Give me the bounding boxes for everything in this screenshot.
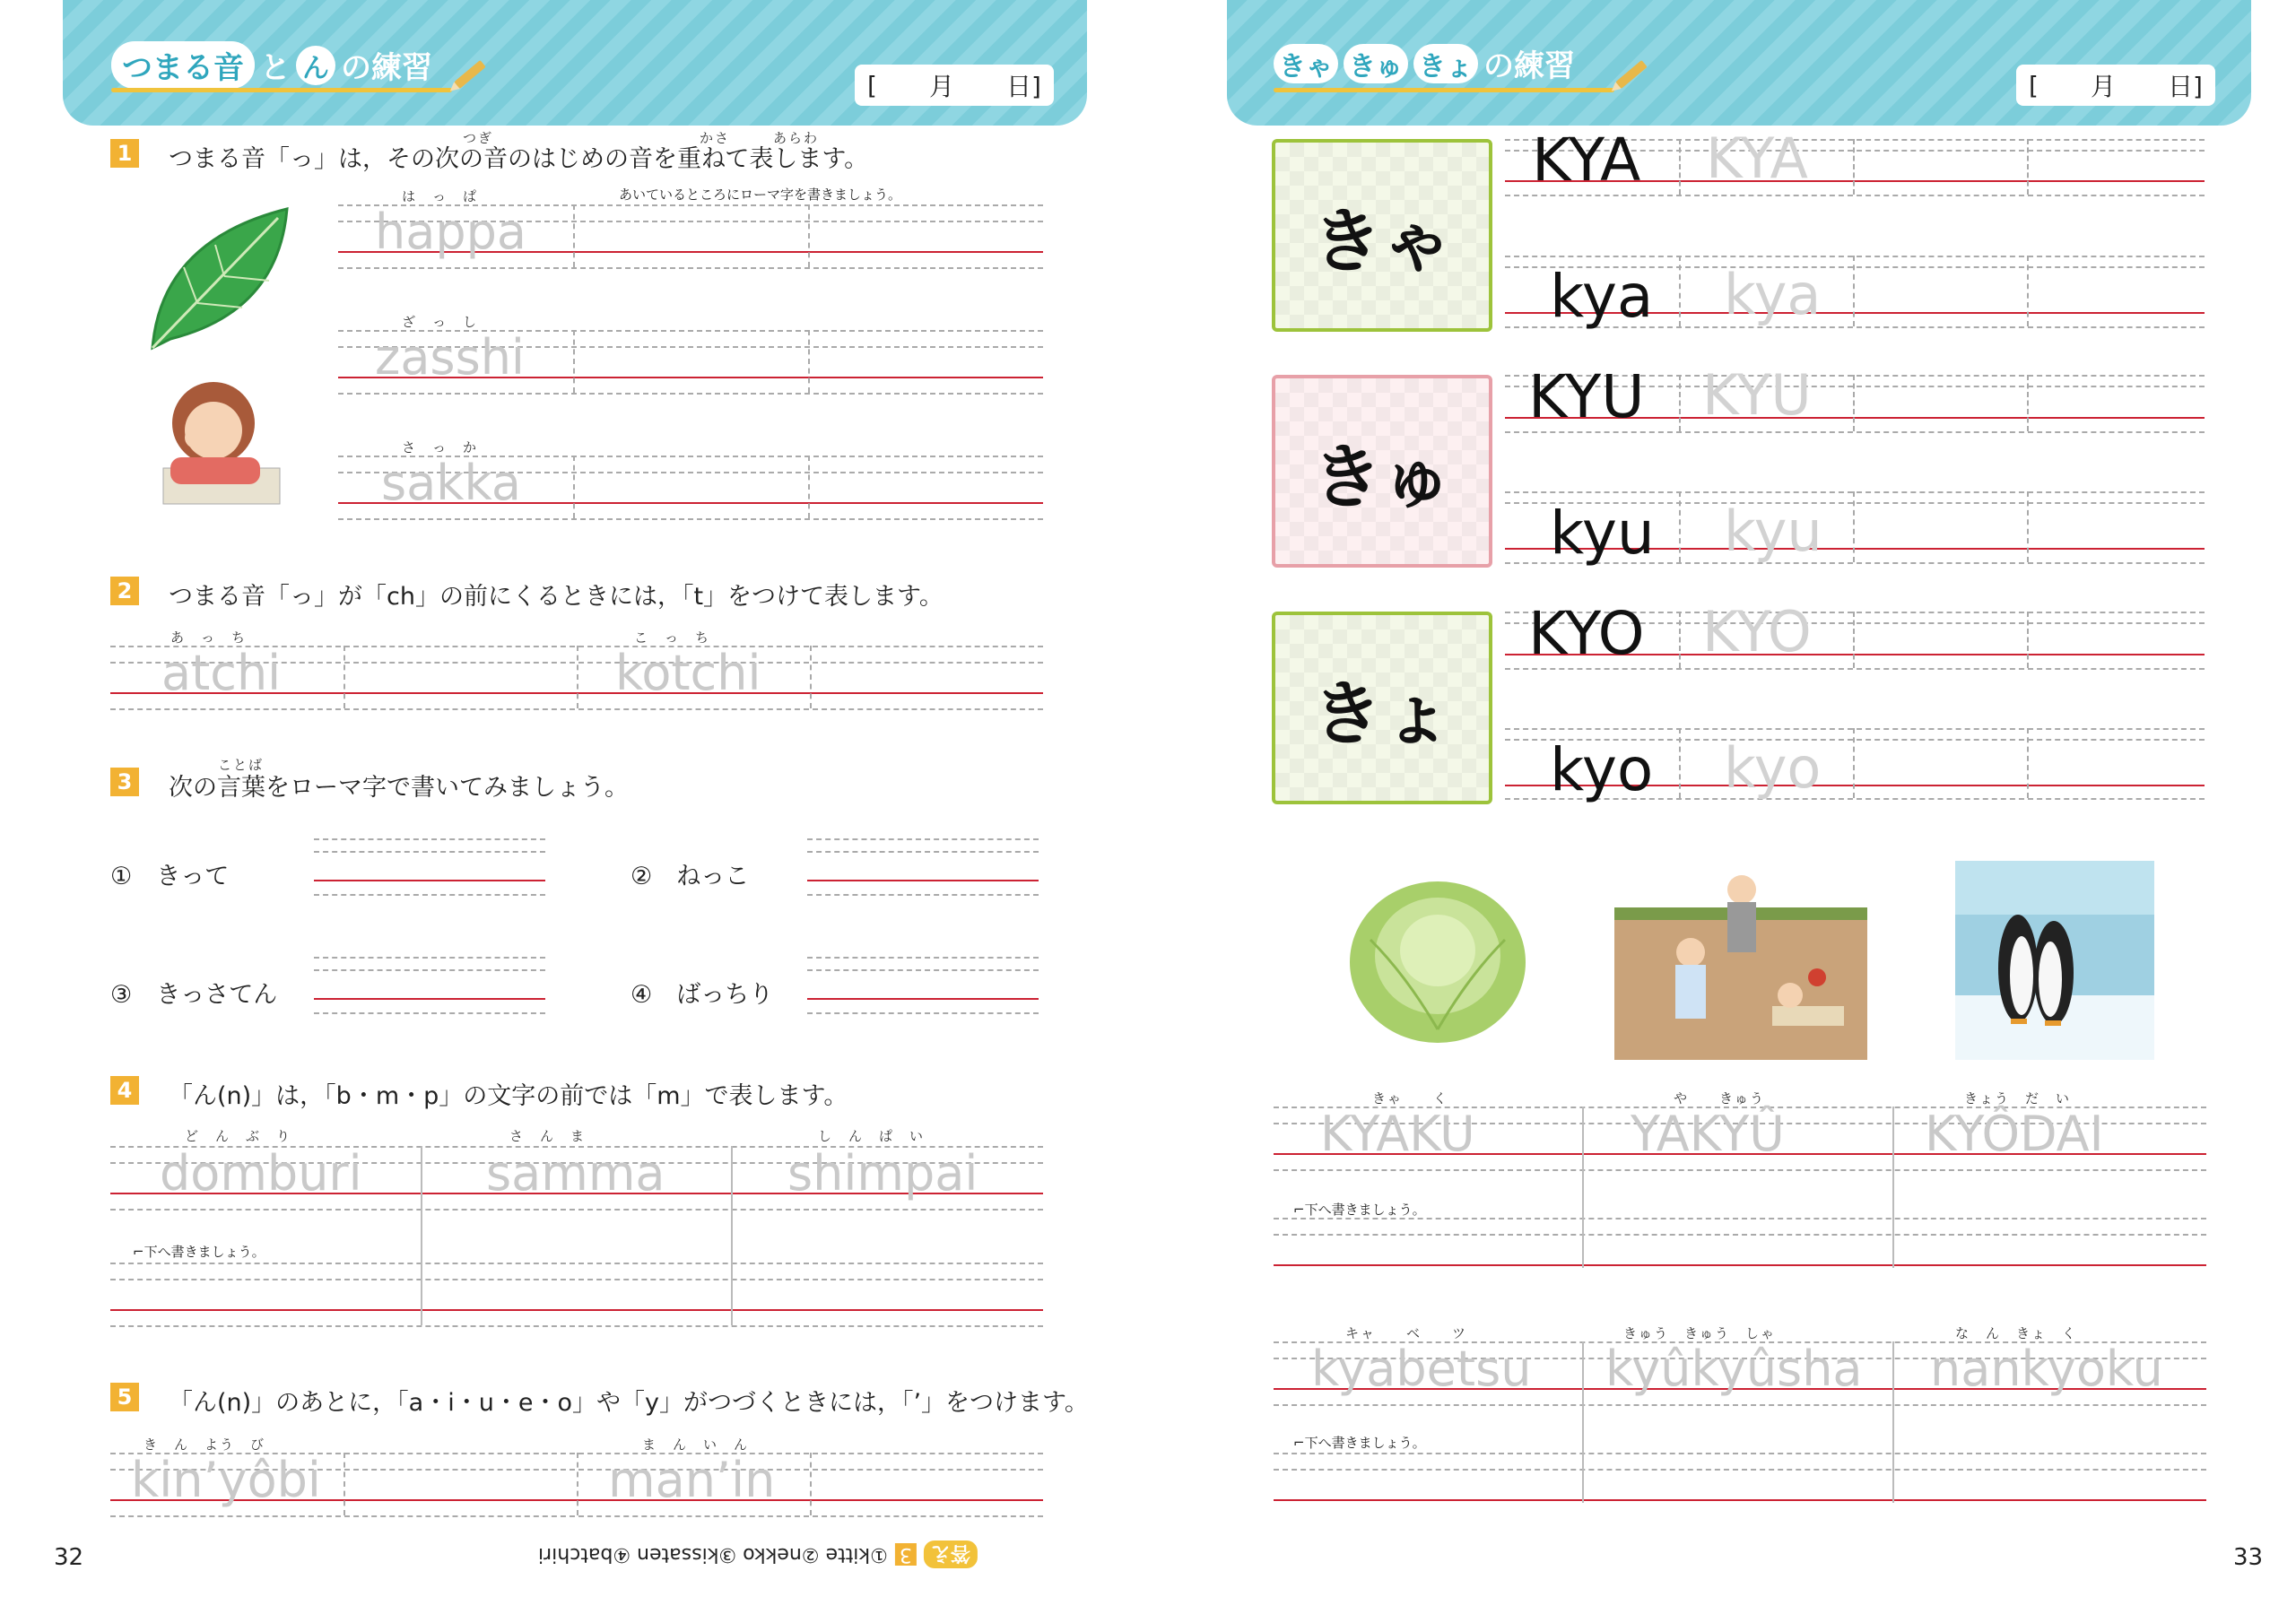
girl-reading-illustration	[152, 369, 296, 517]
section-number: 5	[110, 1383, 139, 1411]
title-pill: つまる音	[111, 41, 255, 89]
trace-word: KYAKU	[1320, 1106, 1475, 1162]
ruby: さ っ か	[402, 439, 479, 456]
ruby: きゃ く	[1372, 1090, 1449, 1107]
answer-field[interactable]	[807, 838, 1039, 901]
answer-key	[538, 1541, 978, 1568]
trace-word: man’in	[608, 1452, 776, 1508]
trace-word: kyo	[1724, 735, 1822, 801]
kana-box-kyo: きょ	[1272, 612, 1492, 804]
ruby: は っ ぱ	[402, 188, 479, 204]
trace-word: KYU	[1702, 362, 1812, 428]
trace-word: YAKYÛ	[1631, 1106, 1785, 1162]
syllable-lower: kya	[1550, 262, 1654, 331]
title-suffix: の練習	[341, 50, 432, 86]
title-mid: と	[260, 50, 291, 86]
ruby: あ っ ち	[170, 629, 248, 646]
title-circle: ん	[296, 46, 335, 85]
hint: ⌐下へ書きましょう。	[133, 1244, 265, 1260]
ruby: つぎ	[463, 130, 494, 146]
ruby: ことば	[218, 757, 265, 773]
list-item: ④ ばっちり	[631, 981, 774, 1009]
title-pill: きょ	[1413, 44, 1478, 83]
writing-grid[interactable]	[1505, 139, 2205, 804]
syllable-upper: KYA	[1532, 126, 1641, 195]
list-item: ① きって	[110, 863, 230, 890]
ruby: し ん ぱ い	[818, 1128, 926, 1144]
instruction: 次の言葉をローマ字で書いてみましょう。	[169, 774, 629, 802]
kana-box-kyu: きゅ	[1272, 375, 1492, 568]
answer-number: 3	[895, 1543, 917, 1566]
ruby: な ん きょ く	[1955, 1325, 2078, 1341]
title-underline	[111, 88, 452, 92]
trace-word: kyûkyûsha	[1605, 1341, 1863, 1397]
trace-word: domburi	[160, 1145, 362, 1202]
instruction: つまる音「っ」が「ch」の前にくるときには，「t」をつけて表します。	[169, 583, 944, 611]
section-number: 2	[110, 577, 139, 605]
ruby: こ っ ち	[634, 629, 711, 646]
answer-field[interactable]	[314, 957, 545, 1020]
answer-field[interactable]	[807, 957, 1039, 1020]
hint: あいているところにローマ字を書きましょう。	[619, 187, 902, 203]
trace-word: kyu	[1724, 499, 1822, 564]
list-item: ② ねっこ	[631, 863, 750, 890]
ruby: きゅう きゅう しゃ	[1623, 1325, 1777, 1341]
trace-word: kotchi	[615, 645, 761, 701]
title-suffix: の練習	[1483, 48, 1575, 84]
instruction: つまる音「っ」は，その次の音のはじめの音を重ねて表します。	[169, 145, 869, 173]
date-box[interactable]: [ 月 日]	[855, 65, 1054, 106]
trace-word: KYA	[1706, 126, 1808, 191]
syllable-lower: kyu	[1550, 499, 1655, 568]
trace-word: happa	[375, 204, 526, 260]
answer-text: ①kitte ②nekko ③kissaten ④batchiri	[538, 1543, 888, 1566]
trace-word: zasshi	[375, 329, 525, 386]
title-pill: きゃ	[1274, 44, 1338, 83]
trace-word: shimpai	[787, 1145, 978, 1202]
ruby: ど ん ぶ り	[185, 1128, 292, 1144]
right-page-title	[1274, 41, 1575, 85]
syllable-upper: KYO	[1528, 599, 1645, 668]
left-page-title	[111, 41, 432, 89]
hint: ⌐下へ書きましょう。	[1293, 1435, 1426, 1451]
title-underline	[1274, 88, 1614, 92]
trace-word: nankyoku	[1930, 1341, 2163, 1397]
trace-word: samma	[486, 1145, 665, 1202]
cabbage-illustration	[1344, 868, 1532, 1047]
leaf-illustration	[144, 204, 296, 357]
section-number: 1	[110, 139, 139, 168]
baseball-illustration	[1614, 872, 1867, 1060]
trace-word: KYÔDAI	[1925, 1106, 2104, 1162]
list-item: ③ きっさてん	[110, 981, 278, 1009]
date-box[interactable]: [ 月 日]	[2016, 65, 2215, 106]
answer-field[interactable]	[314, 838, 545, 901]
syllable-lower: kyo	[1550, 735, 1654, 804]
ruby: キャ ベ ツ	[1345, 1325, 1468, 1341]
instruction: 「ん(n)」は，「b・m・p」の文字の前では「m」で表します。	[169, 1082, 848, 1110]
kana-box-kya: きゃ	[1272, 139, 1492, 332]
answer-badge: 答え	[924, 1541, 978, 1568]
ruby: ま ん い ん	[642, 1436, 750, 1453]
trace-word: kin’yôbi	[131, 1452, 321, 1508]
trace-word: atchi	[161, 645, 282, 701]
penguins-illustration	[1955, 861, 2154, 1060]
ruby: や きゅう	[1674, 1090, 1766, 1107]
trace-word: kyabetsu	[1311, 1341, 1532, 1397]
ruby: かさ	[700, 130, 731, 146]
page-number: 32	[54, 1544, 84, 1571]
ruby: き ん よう び	[144, 1436, 266, 1453]
ruby: きょう だ い	[1964, 1090, 2072, 1107]
page-number: 33	[2233, 1544, 2264, 1571]
trace-word: sakka	[381, 455, 521, 511]
instruction: 「ん(n)」のあとに，「a・i・u・e・o」や「y」がつづくときには，「’」をつけます。	[169, 1389, 1089, 1417]
title-pill: きゅ	[1344, 44, 1408, 83]
trace-word: kya	[1724, 262, 1822, 327]
ruby: あらわ	[773, 130, 820, 146]
trace-word: KYO	[1702, 599, 1812, 664]
hint: ⌐下へ書きましょう。	[1293, 1202, 1426, 1218]
section-number: 3	[110, 768, 139, 796]
ruby: さ ん ま	[509, 1128, 587, 1144]
ruby: ざ っ し	[402, 314, 479, 330]
section-number: 4	[110, 1076, 139, 1105]
syllable-upper: KYU	[1528, 362, 1645, 431]
